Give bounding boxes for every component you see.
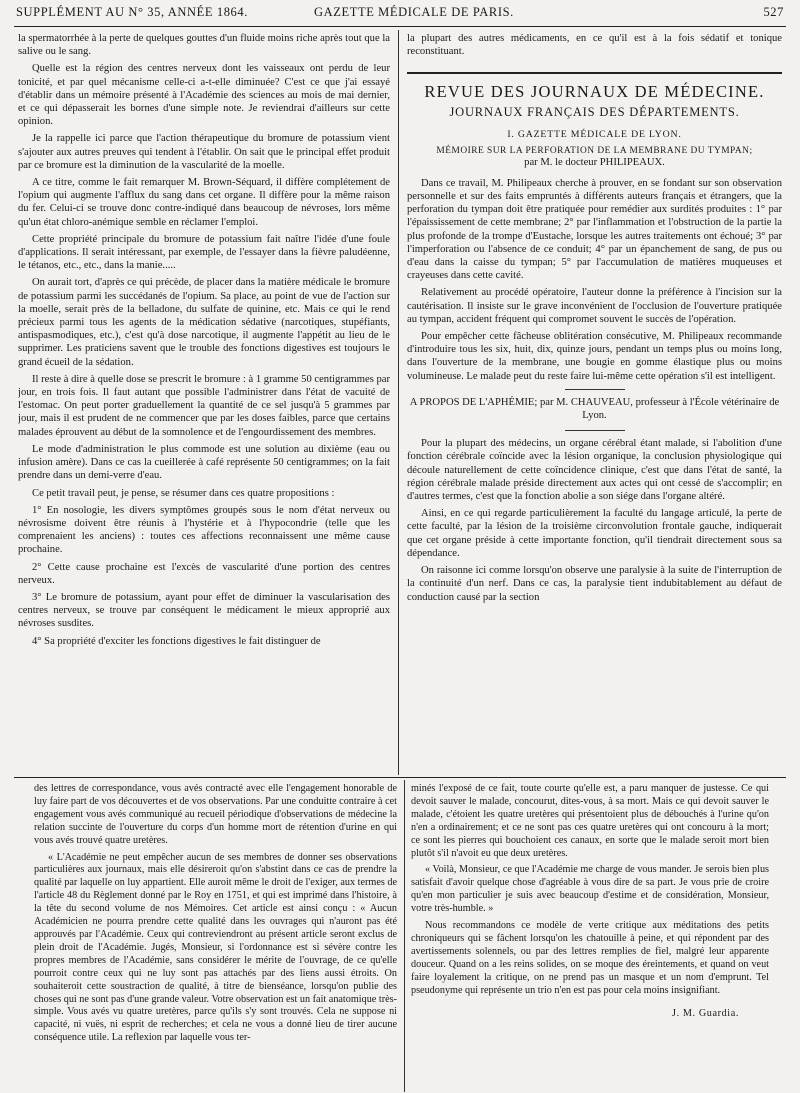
paragraph: Il reste à dire à quelle dose se prescrit le bromure : à 1 gramme 50 centigrammes par jour, en trois fois. Il faut autant que possible l'administrer dans l'état de vacuité de l'estomac. On peut porter graduellement la quantité de ce sel jusqu'à 5 grammes par jour, mais il est prudent de ne commencer que par les doses faibles, parce que certains malades éprouvent au début de la somnolence et de l'engourdissement des membres. xyxy=(18,373,390,438)
paragraph: Ce petit travail peut, je pense, se résumer dans ces quatre propositions : xyxy=(32,487,335,499)
paragraph: 2° Cette cause prochaine est l'excès de vascularité d'une portion des centres nerveux. xyxy=(18,561,390,586)
paragraph: 4° Sa propriété d'exciter les fonctions digestives le fait distinguer de xyxy=(32,635,321,647)
paragraph: la spermatorrhée à la perte de quelques gouttes d'un fluide moins riche après tout que la salive ou le sang. xyxy=(18,33,390,58)
header-rule xyxy=(14,26,786,27)
feuilleton-left xyxy=(34,783,397,1088)
paragraph: Ainsi, en ce qui regarde particulièrement la faculté du langage articulé, la perte de cette faculté, par la lésion de la troisième circonvolution frontale gauche, indiquerait que cet organe préside à cette importante fonction, qu'il tiendrait directement sous sa dépendance. xyxy=(407,508,782,559)
column-divider xyxy=(404,780,405,1092)
paragraph: Pour la plupart des médecins, un organe cérébral étant malade, si l'abolition d'une fonction cérébrale coïncide avec la lésion organique, la conclusion physiologique qui découle naturellement de cette coïncidence clinique, c'est que dans l'état de santé, la région cérébrale malade préside directement aux actes qui ont cessé de s'accomplir; en d'autres termes, c'est que la fonction abolie a son siége dans l'organe altéré. xyxy=(407,438,782,503)
paragraph: Je la rappelle ici parce que l'action thérapeutique du bromure de potassium vient s'ajouter aux autres preuves qui tendent à l'établir. On sait que le principal effet produit par ce bromure est la diminution de la vascularité de la moelle. xyxy=(18,133,390,171)
newspaper-page xyxy=(14,0,786,1093)
section-rule xyxy=(565,389,625,390)
running-head xyxy=(14,5,786,23)
article-title-text: MÉMOIRE SUR LA PERFORATION DE LA MEMBRANE DU TYMPAN; xyxy=(436,145,753,156)
supplement-label: SUPPLÉMENT AU N° 35, ANNÉE 1864. xyxy=(16,5,248,19)
paragraph: Nous recommandons ce modèle de verte critique aux méditations des petits chroniqueurs qui se fâchent lorsqu'on les chatouille à peine, et qui répondent par des avertissements solennels, ou par des lettres remplies de fiel, malgré leur apparente douceur. Quand on a les reins solides, on se moque des éreintements, et quand on veut faire loyalement la critique, on ne prend pas un masque et un nom d'emprunt. Tel pseudonyme qui représente un trio n'en est pas pour cela moins insignifiant. xyxy=(411,920,769,996)
paragraph: On aurait tort, d'après ce qui précède, de placer dans la matière médicale le bromure de potassium parmi les succédanés de l'opium. Sa place, au point de vue de l'action sur la moelle, serait près de la belladone, du sulfate de quinine, etc. Mais ce qui le rend précieux parmi tous les agents de la médication sédative (narcotiques, stupéfiants, antispasmodiques, etc.), c'est qu'à dose narcotique, il augmente l'appétit au lieu de le supprimer. Les praticiens savent que le trouble des fonctions digestives est toujours le grand écueil de la sédation. xyxy=(18,277,390,368)
paragraph: 3° Le bromure de potassium, ayant pour effet de diminuer la vascularisation des centres nerveux, se trouve par conséquent le médicament le mieux approprié aux névroses susdites. xyxy=(18,591,390,630)
review-subtitle: JOURNAUX FRANÇAIS DES DÉPARTEMENTS. xyxy=(449,105,740,120)
paragraph: des lettres de correspondance, vous avés contracté avec elle l'engagement honorable de luy faire part de vos découvertes et de vos observations. Par une conduitte contraire à cet engagement vous avés communiqué au recueil périodique d'observations de médecine la relation succinte de l'ouverture du corps d'un homme mort de rétention d'urine en qui vous avés trouvé quatre uretères. xyxy=(34,783,397,846)
paragraph: Pour empêcher cette fâcheuse oblitération consécutive, M. Philipeaux recommande d'introduire tous les six, huit, dix, quinze jours, pendant un temps plus ou moins long, dans l'ouverture de la membrane, une bougie en gomme élastique plus ou moins volumineuse. Le malade peut du reste faire lui-même cette opération s'il est intelligent. xyxy=(407,331,782,382)
paragraph: Le mode d'administration le plus commode est une solution au dixième (eau ou infusion amère). Dans ce cas la cueillerée à café représente 50 centigrammes; on la fait prendre dans un demi-verre d'eau. xyxy=(18,443,390,482)
feuilleton-rule xyxy=(14,777,786,778)
left-column xyxy=(18,32,390,772)
right-column xyxy=(407,32,782,772)
paragraph: Quelle est la région des centres nerveux dont les vaisseaux ont perdu de leur tonicité, et par quel mécanisme celle-ci a-t-elle diminuée? C'est ce que j'ai essayé d'établir dans un mémoire présenté à l'Académie des sciences au mois de mai dernier, et ce qui dépasserait les bornes d'une simple note. Je reviendrai d'ailleurs sur cette opinion. xyxy=(18,63,390,128)
column-divider xyxy=(398,30,399,775)
signature: J. M. Guardia. xyxy=(672,1007,739,1019)
paragraph: « L'Académie ne peut empêcher aucun de ses membres de donner ses observations particulières aux journaux, mais elle désireroit qu'on s'abstint dans ce cas de prendre la qualité par laquelle on luy appartient. Elle auroit même le droit de l'exiger, aux termes de l'article 48 du Règlement donné par le Roy en 1751, et qui est imprimé dans l'histoire, à la tête du second volume de nos Mémoires. Cet article est ainsi conçu : « Aucun Académicien ne pourra prendre cette qualité dans les ouvrages qui n'auront pas été approuvés par l'Académie. Ceux qui contreviendront au présent article seront exclus de plein droit de l'Académie. Jugés, Monsieur, si l'ordonnance est si sévère contre les propres membres de l'Académie, sans considérer le mérite de l'ouvrage, de ce qu'elle pourroit contre ceux qui ne luy sont pas attachés par des liens aussi étroits. On souhaiteroit cette soustraction de qualité, à titre de bienséance, lorsqu'on publie des choses qui ne sont pas d'une grande valeur. Votre observation est un fait anatomique très-simple. Vous avés vu quatre uretères, parce qu'ils s'y sont trouvés. Cela ne suppose ni capacité, ni vuës, ni esprit de recherches; et cela ne vous a donné lieu de tirer aucune conséquence utile. La reflexion par laquelle vous ter- xyxy=(34,851,397,1044)
article-author: par M. le docteur PHILIPEAUX. xyxy=(524,156,665,168)
paragraph: minés l'exposé de ce fait, toute courte qu'elle est, a paru manquer de justesse. Ce qui devoit sauver le malade, concourut, dites-vous, à sa mort. Mais ce qui devoit sauver le malade, c'étoient les quatre uretères qui présentoient plus de débouchés à l'urine qu'on n'en a ordinairement; et ce ne sont pas ces quatre uretères qui ont concouru à la mort; ce sont les pierres qui bouchoient ces canaux, en sorte que le malade seroit mort bien plutôt s'il n'avoit eu que deux uretères. xyxy=(411,783,769,859)
review-title: REVUE DES JOURNAUX DE MÉDECINE. xyxy=(407,72,782,102)
paragraph: Relativement au procédé opératoire, l'auteur donne la préférence à l'incision sur la cautérisation. Il insiste sur le grave inconvénient de l'occlusion de l'ouverture pratiquée au tympan, accident fréquent qui compromet souvent le succès de l'opération. xyxy=(407,287,782,325)
paragraph: A ce titre, comme le fait remarquer M. Brown-Séquard, il diffère complétement de l'opium qui augmente l'afflux du sang dans cet organe. Il diffère pour la même raison du fer. Celui-ci se trouve donc contre-indiqué dans beaucoup de névroses, lors même qu'un état chloro-anémique semble en réclamer l'emploi. xyxy=(18,177,390,228)
paragraph: « Voilà, Monsieur, ce que l'Académie me charge de vous mander. Je serois bien plus satisfait d'avoir quelque chose d'agréable à vous dire de sa part. Je vous prie de croire qu'en mon particulier je suis avec beaucoup d'estime et de considération, Monsieur, votre très-humble. » xyxy=(411,864,769,915)
section-rule xyxy=(565,430,625,431)
article-title: A PROPOS DE L'APHÉMIE; par M. CHAUVEAU, professeur à l'École vétérinaire de Lyon. xyxy=(409,396,780,422)
section-heading: I. GAZETTE MÉDICALE DE LYON. xyxy=(507,128,682,140)
paragraph: On raisonne ici comme lorsqu'on observe une paralysie à la suite de l'interruption de la continuité d'un nerf. Dans ce cas, la paralysie tient indubitablement au défaut de conduction causé par la section xyxy=(407,565,782,603)
paragraph: 1° En nosologie, les divers symptômes groupés sous le nom d'état nerveux ou névrosisme doivent être réunis à l'hystérie et à l'hypocondrie (telle que les comprenaient les anciens) : toutes ces affections reconnaissent une même cause prochaine. xyxy=(18,504,390,556)
feuilleton-right xyxy=(411,783,769,1088)
review-header xyxy=(407,72,782,119)
article-title xyxy=(407,145,782,169)
paragraph: Dans ce travail, M. Philipeaux cherche à prouver, en se fondant sur son observation personnelle et sur des faits empruntés à différents auteurs français et étrangers, que la perforation du tympan doit être pratiquée pour remédier aux surdités produites : 1° par l'épaississement de cette membrane; 2° par l'inflammation et l'obstruction de la partie la plus profonde de la trompe d'Eustache, lorsque les autres traitements ont échoué; 3° par l'imperforation ou l'absence de ce conduit; 4° par un épanchement de sang, de pus ou d'eau dans la caisse du tympan; 5° par l'accumulation de matières muqueuses et crayeuses dans cette cavité. xyxy=(407,177,782,282)
paragraph: Cette propriété principale du bromure de potassium fait naître l'idée d'une foule d'applications. Il serait intéressant, par exemple, de l'essayer dans la fièvre paludéenne, le tétanos, etc., etc., dans la manie..... xyxy=(18,233,390,272)
page-number: 527 xyxy=(763,5,784,19)
paragraph: la plupart des autres médicaments, en ce qu'il est à la fois sédatif et tonique reconstituant. xyxy=(407,33,782,58)
journal-title: GAZETTE MÉDICALE DE PARIS. xyxy=(314,5,514,19)
